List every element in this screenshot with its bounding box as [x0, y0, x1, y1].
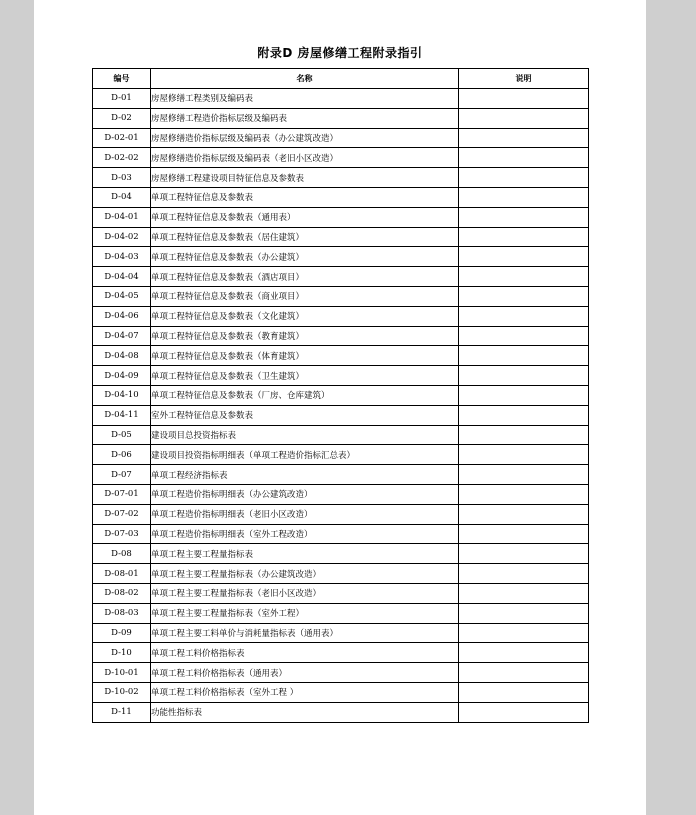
row-note [459, 623, 589, 643]
row-name: 单项工程特征信息及参数表（居住建筑） [151, 227, 459, 247]
row-name: 单项工程特征信息及参数表（商业项目） [151, 286, 459, 306]
row-code: D-06 [93, 445, 151, 465]
row-note [459, 663, 589, 683]
row-name: 单项工程工料价格指标表 [151, 643, 459, 663]
table-row [93, 306, 589, 326]
row-note [459, 504, 589, 524]
row-note [459, 227, 589, 247]
table-row [93, 346, 589, 366]
table-row [93, 445, 589, 465]
row-note [459, 603, 589, 623]
table-row [93, 504, 589, 524]
row-code: D-04-01 [93, 207, 151, 227]
table-row [93, 643, 589, 663]
row-name: 单项工程特征信息及参数表 [151, 187, 459, 207]
table-row [93, 425, 589, 445]
table-row [93, 187, 589, 207]
table-row [93, 128, 589, 148]
table-row [93, 148, 589, 168]
table-row [93, 326, 589, 346]
table-row [93, 524, 589, 544]
row-note [459, 207, 589, 227]
row-note [459, 247, 589, 267]
row-name: 单项工程主要工程量指标表（办公建筑改造） [151, 564, 459, 584]
row-code: D-04-02 [93, 227, 151, 247]
table-row [93, 603, 589, 623]
row-note [459, 306, 589, 326]
row-code: D-04-06 [93, 306, 151, 326]
row-note [459, 168, 589, 188]
row-name: 单项工程造价指标明细表（办公建筑改造） [151, 484, 459, 504]
row-name: 室外工程特征信息及参数表 [151, 405, 459, 425]
appendix-index-table [92, 68, 589, 723]
row-name: 单项工程主要工程量指标表（室外工程） [151, 603, 459, 623]
page-title: 附录D 房屋修缮工程附录指引 [257, 46, 423, 60]
document-page [34, 0, 646, 815]
row-note [459, 89, 589, 109]
row-code: D-08-01 [93, 564, 151, 584]
table-row [93, 564, 589, 584]
row-code: D-04-08 [93, 346, 151, 366]
row-note [459, 682, 589, 702]
row-code: D-09 [93, 623, 151, 643]
table-body [93, 89, 589, 723]
table-row [93, 405, 589, 425]
row-name: 房屋修缮造价指标层级及编码表（办公建筑改造） [151, 128, 459, 148]
row-code: D-04 [93, 187, 151, 207]
table-row [93, 583, 589, 603]
row-name: 单项工程工料价格指标表（室外工程 ） [151, 682, 459, 702]
row-name: 房屋修缮造价指标层级及编码表（老旧小区改造） [151, 148, 459, 168]
row-code: D-02-02 [93, 148, 151, 168]
row-name: 单项工程主要工料单价与消耗量指标表（通用表） [151, 623, 459, 643]
table-row [93, 623, 589, 643]
row-note [459, 385, 589, 405]
row-note [459, 425, 589, 445]
row-code: D-02 [93, 108, 151, 128]
row-note [459, 524, 589, 544]
table-row [93, 663, 589, 683]
row-code: D-07-02 [93, 504, 151, 524]
row-code: D-01 [93, 89, 151, 109]
row-name: 单项工程特征信息及参数表（厂房、仓库建筑） [151, 385, 459, 405]
table-row [93, 286, 589, 306]
header-note: 说明 [459, 69, 589, 89]
row-name: 单项工程特征信息及参数表（文化建筑） [151, 306, 459, 326]
row-code: D-04-09 [93, 366, 151, 386]
row-note [459, 187, 589, 207]
row-name: 单项工程特征信息及参数表（通用表） [151, 207, 459, 227]
table-row [93, 465, 589, 485]
row-note [459, 366, 589, 386]
row-note [459, 346, 589, 366]
row-name: 功能性指标表 [151, 702, 459, 722]
row-code: D-08 [93, 544, 151, 564]
row-note [459, 405, 589, 425]
row-note [459, 643, 589, 663]
row-name: 单项工程特征信息及参数表（酒店项目） [151, 267, 459, 287]
row-note [459, 564, 589, 584]
table-row [93, 207, 589, 227]
row-code: D-02-01 [93, 128, 151, 148]
table-row [93, 682, 589, 702]
row-code: D-04-11 [93, 405, 151, 425]
table-row [93, 544, 589, 564]
row-note [459, 544, 589, 564]
header-code: 编号 [93, 69, 151, 89]
row-code: D-07-03 [93, 524, 151, 544]
row-note [459, 286, 589, 306]
row-code: D-10 [93, 643, 151, 663]
row-name: 单项工程造价指标明细表（老旧小区改造） [151, 504, 459, 524]
row-note [459, 583, 589, 603]
row-code: D-04-03 [93, 247, 151, 267]
row-code: D-03 [93, 168, 151, 188]
row-name: 单项工程主要工程量指标表 [151, 544, 459, 564]
table-row [93, 108, 589, 128]
row-code: D-04-05 [93, 286, 151, 306]
header-name: 名称 [151, 69, 459, 89]
table-row [93, 247, 589, 267]
row-name: 单项工程经济指标表 [151, 465, 459, 485]
table-row [93, 385, 589, 405]
table-header-row [93, 69, 589, 89]
row-code: D-08-02 [93, 583, 151, 603]
row-note [459, 128, 589, 148]
row-name: 单项工程特征信息及参数表（体育建筑） [151, 346, 459, 366]
row-note [459, 445, 589, 465]
row-name: 单项工程特征信息及参数表（卫生建筑） [151, 366, 459, 386]
table-row [93, 168, 589, 188]
row-note [459, 267, 589, 287]
row-name: 建设项目投资指标明细表（单项工程造价指标汇总表） [151, 445, 459, 465]
row-name: 房屋修缮工程类别及编码表 [151, 89, 459, 109]
row-code: D-04-10 [93, 385, 151, 405]
row-code: D-04-07 [93, 326, 151, 346]
row-note [459, 702, 589, 722]
row-code: D-10-02 [93, 682, 151, 702]
row-name: 单项工程主要工程量指标表（老旧小区改造） [151, 583, 459, 603]
row-code: D-11 [93, 702, 151, 722]
row-code: D-04-04 [93, 267, 151, 287]
table-row [93, 227, 589, 247]
row-code: D-10-01 [93, 663, 151, 683]
row-name: 单项工程造价指标明细表（室外工程改造） [151, 524, 459, 544]
row-code: D-08-03 [93, 603, 151, 623]
table-row [93, 267, 589, 287]
row-note [459, 484, 589, 504]
row-name: 单项工程特征信息及参数表（办公建筑） [151, 247, 459, 267]
row-note [459, 326, 589, 346]
row-note [459, 465, 589, 485]
row-name: 房屋修缮工程建设项目特征信息及参数表 [151, 168, 459, 188]
row-name: 单项工程特征信息及参数表（教育建筑） [151, 326, 459, 346]
row-note [459, 108, 589, 128]
row-code: D-07 [93, 465, 151, 485]
table-row [93, 366, 589, 386]
row-name: 建设项目总投资指标表 [151, 425, 459, 445]
row-code: D-07-01 [93, 484, 151, 504]
table-row [93, 484, 589, 504]
row-note [459, 148, 589, 168]
table-row [93, 89, 589, 109]
row-code: D-05 [93, 425, 151, 445]
table-row [93, 702, 589, 722]
row-name: 单项工程工料价格指标表（通用表） [151, 663, 459, 683]
row-name: 房屋修缮工程造价指标层级及编码表 [151, 108, 459, 128]
